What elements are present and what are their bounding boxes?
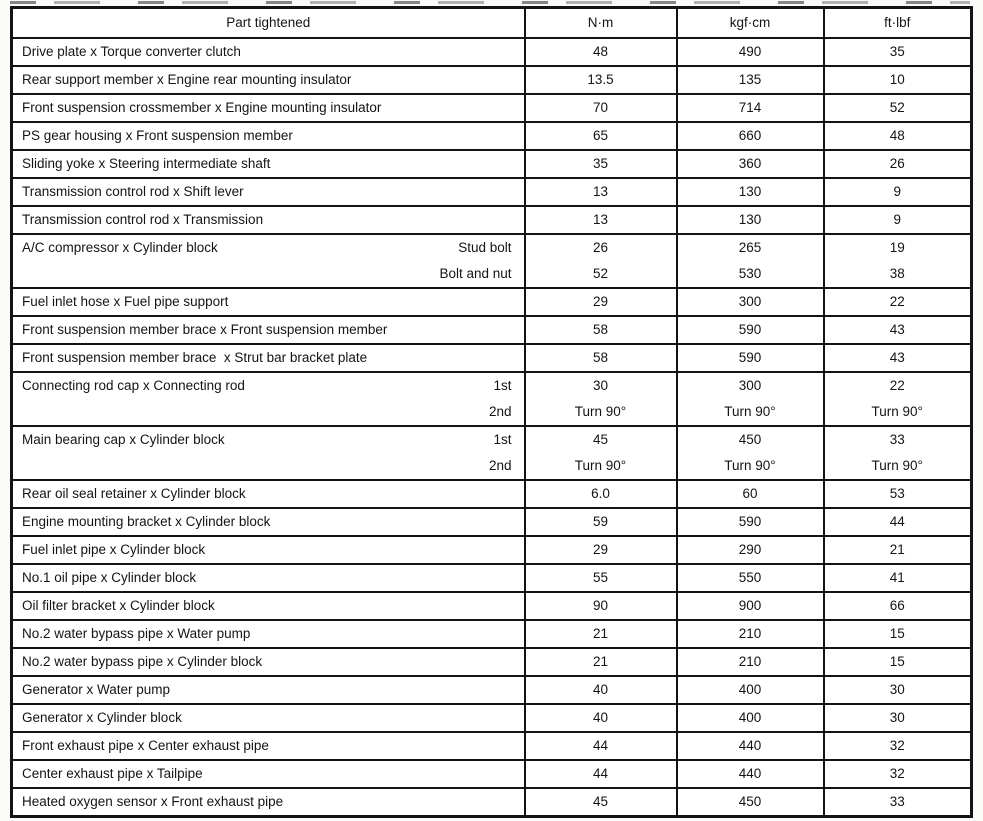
table-row	[12, 592, 972, 620]
sub-label: Bolt and nut	[439, 266, 512, 281]
part-wrap	[22, 649, 512, 675]
torque-value-kgfcm: 130	[738, 212, 762, 227]
torque-value-kgfcm: 130	[738, 184, 762, 199]
part-wrap	[22, 677, 512, 703]
value-cell-ftlbf	[824, 704, 972, 732]
torque-value-nm: 40	[592, 682, 609, 697]
sub-labels	[489, 427, 512, 479]
torque-value-nm: 90	[592, 598, 609, 613]
part-name-label: Fuel inlet hose x Fuel pipe support	[22, 294, 229, 309]
value-cell-kgfcm	[677, 620, 824, 648]
value-cell-kgfcm	[677, 564, 824, 592]
table-row	[12, 620, 972, 648]
value-cell-kgfcm	[677, 704, 824, 732]
torque-value-ftlbf: 21	[889, 542, 905, 557]
part-name-label: Front exhaust pipe x Center exhaust pipe	[22, 738, 269, 753]
value-cell-kgfcm	[677, 122, 824, 150]
sub-labels	[489, 373, 512, 425]
value-cell-nm	[525, 66, 677, 94]
value-cell-nm	[525, 648, 677, 676]
torque-value-kgfcm: 60	[742, 486, 758, 501]
part-name-label: Oil filter bracket x Cylinder block	[22, 598, 215, 613]
value-cell-kgfcm	[677, 316, 824, 344]
torque-value-kgfcm: 210	[738, 626, 762, 641]
torque-value-kgfcm: 590	[738, 322, 762, 337]
part-name-label: No.1 oil pipe x Cylinder block	[22, 570, 197, 585]
torque-value-ftlbf: 15	[889, 654, 905, 669]
torque-value-nm: 40	[592, 710, 609, 725]
part-wrap	[22, 705, 512, 731]
torque-value-ftlbf: 43	[889, 322, 905, 337]
part-name-label: Engine mounting bracket x Cylinder block	[22, 514, 271, 529]
value-cell-ftlbf	[824, 150, 972, 178]
part-cell	[12, 234, 525, 288]
torque-value-ftlbf: 52	[889, 100, 905, 115]
torque-value-nm: 21	[592, 626, 609, 641]
part-name-label: Generator x Water pump	[22, 682, 171, 697]
torque-value-ftlbf: 22	[889, 378, 905, 393]
value-cell-ftlbf	[824, 206, 972, 234]
part-name-label: Rear oil seal retainer x Cylinder block	[22, 486, 246, 501]
part-cell	[12, 150, 525, 178]
value-cell-ftlbf	[824, 788, 972, 817]
table-row	[12, 676, 972, 704]
torque-value-kgfcm: 550	[738, 570, 762, 585]
sub-label: Stud bolt	[458, 240, 512, 255]
table-row	[12, 508, 972, 536]
torque-value-kgfcm: 400	[738, 710, 762, 725]
table-row	[12, 288, 972, 316]
sub-label: 2nd	[488, 458, 512, 473]
value-cell-ftlbf	[824, 38, 972, 66]
part-name-label: Fuel inlet pipe x Cylinder block	[22, 542, 206, 557]
scan-artifact	[10, 1, 970, 4]
torque-value-nm: 29	[592, 294, 609, 309]
part-wrap	[22, 67, 512, 93]
value-cell-nm	[525, 536, 677, 564]
torque-value-nm: 58	[592, 350, 609, 365]
table-row	[12, 122, 972, 150]
part-cell	[12, 732, 525, 760]
value-cell-ftlbf	[824, 234, 972, 288]
part-name-label: Front suspension member brace x Front suspension member	[22, 322, 388, 337]
value-cell-ftlbf	[824, 648, 972, 676]
part-cell	[12, 372, 525, 426]
torque-value-nm: 70	[592, 100, 609, 115]
torque-value-kgfcm: 265	[738, 240, 762, 255]
part-cell	[12, 508, 525, 536]
table-row	[12, 150, 972, 178]
torque-value-kgfcm: 360	[738, 156, 762, 171]
part-cell	[12, 66, 525, 94]
torque-value-nm: Turn 90°	[574, 404, 627, 419]
part-cell	[12, 536, 525, 564]
table-row	[12, 732, 972, 760]
torque-value-nm: 29	[592, 542, 609, 557]
part-cell	[12, 620, 525, 648]
torque-value-kgfcm: 450	[738, 432, 762, 447]
part-name-label: Transmission control rod x Shift lever	[22, 184, 244, 199]
part-cell	[12, 592, 525, 620]
col-header-part-tightened: Part tightened	[12, 8, 525, 39]
torque-value-kgfcm: 490	[738, 44, 762, 59]
value-cell-nm	[525, 704, 677, 732]
torque-value-ftlbf: 32	[889, 766, 905, 781]
torque-value-nm: 45	[592, 794, 609, 809]
part-wrap	[22, 509, 512, 535]
part-name-label: Generator x Cylinder block	[22, 710, 182, 725]
value-cell-nm	[525, 732, 677, 760]
torque-value-nm: 52	[592, 266, 609, 281]
part-cell	[12, 316, 525, 344]
value-cell-kgfcm	[677, 38, 824, 66]
part-wrap	[22, 481, 512, 507]
part-wrap	[22, 289, 512, 315]
part-name-label: Drive plate x Torque converter clutch	[22, 44, 241, 59]
torque-value-kgfcm: 660	[738, 128, 762, 143]
part-name-label: Heated oxygen sensor x Front exhaust pipe	[22, 794, 284, 809]
table-row	[12, 38, 972, 66]
value-cell-ftlbf	[824, 536, 972, 564]
part-cell	[12, 648, 525, 676]
value-cell-kgfcm	[677, 788, 824, 817]
torque-value-nm: 35	[592, 156, 609, 171]
torque-value-nm: 44	[592, 766, 609, 781]
part-cell	[12, 760, 525, 788]
value-cell-nm	[525, 344, 677, 372]
value-cell-ftlbf	[824, 564, 972, 592]
part-wrap	[22, 789, 512, 815]
table-row	[12, 704, 972, 732]
value-cell-ftlbf	[824, 426, 972, 480]
part-wrap	[22, 565, 512, 591]
table-body	[12, 38, 972, 817]
value-cell-ftlbf	[824, 760, 972, 788]
table-row	[12, 372, 972, 426]
part-name-label: Connecting rod cap x Connecting rod	[22, 378, 245, 393]
torque-value-nm: 65	[592, 128, 609, 143]
torque-value-ftlbf: 35	[889, 44, 905, 59]
torque-value-nm: 26	[592, 240, 609, 255]
torque-value-kgfcm: 440	[738, 766, 762, 781]
value-cell-kgfcm	[677, 480, 824, 508]
value-cell-nm	[525, 426, 677, 480]
torque-value-ftlbf: 38	[889, 266, 905, 281]
torque-value-nm: 45	[592, 432, 609, 447]
torque-value-kgfcm: 135	[738, 72, 762, 87]
part-name-label: Front suspension member brace x Strut bar bracket plate	[22, 350, 368, 365]
value-cell-kgfcm	[677, 372, 824, 426]
value-cell-kgfcm	[677, 426, 824, 480]
part-cell	[12, 38, 525, 66]
col-header-nm: N·m	[525, 8, 677, 39]
part-wrap	[22, 427, 512, 479]
torque-value-nm: 13	[592, 212, 609, 227]
part-cell	[12, 122, 525, 150]
part-wrap	[22, 593, 512, 619]
value-cell-nm	[525, 234, 677, 288]
part-name-label: Transmission control rod x Transmission	[22, 212, 264, 227]
part-wrap	[22, 179, 512, 205]
part-cell	[12, 564, 525, 592]
value-cell-ftlbf	[824, 592, 972, 620]
part-name-label: No.2 water bypass pipe x Cylinder block	[22, 654, 263, 669]
part-cell	[12, 426, 525, 480]
value-cell-ftlbf	[824, 620, 972, 648]
torque-value-ftlbf: Turn 90°	[871, 458, 923, 473]
torque-value-nm: 30	[592, 378, 609, 393]
value-cell-kgfcm	[677, 648, 824, 676]
value-cell-ftlbf	[824, 732, 972, 760]
table-row	[12, 480, 972, 508]
torque-value-nm: 6.0	[591, 486, 610, 501]
value-cell-ftlbf	[824, 122, 972, 150]
table-row	[12, 788, 972, 817]
value-cell-nm	[525, 788, 677, 817]
torque-spec-table	[10, 6, 973, 818]
table-row	[12, 536, 972, 564]
value-cell-nm	[525, 122, 677, 150]
torque-value-ftlbf: 44	[889, 514, 905, 529]
torque-value-kgfcm: 440	[738, 738, 762, 753]
table-row	[12, 94, 972, 122]
value-cell-nm	[525, 564, 677, 592]
value-cell-ftlbf	[824, 288, 972, 316]
value-cell-nm	[525, 508, 677, 536]
torque-value-kgfcm: Turn 90°	[724, 458, 776, 473]
value-cell-nm	[525, 676, 677, 704]
sub-labels	[439, 235, 511, 287]
col-header-ftlbf: ft·lbf	[824, 8, 972, 39]
part-name-label: Main bearing cap x Cylinder block	[22, 432, 225, 447]
value-cell-nm	[525, 150, 677, 178]
torque-value-ftlbf: 15	[889, 626, 905, 641]
value-cell-kgfcm	[677, 178, 824, 206]
value-cell-nm	[525, 38, 677, 66]
value-cell-ftlbf	[824, 676, 972, 704]
part-wrap	[22, 345, 512, 371]
torque-value-ftlbf: Turn 90°	[871, 404, 923, 419]
table-row	[12, 426, 972, 480]
value-cell-ftlbf	[824, 508, 972, 536]
part-name-label: A/C compressor x Cylinder block	[22, 240, 218, 255]
value-cell-kgfcm	[677, 536, 824, 564]
torque-value-kgfcm: 900	[738, 598, 762, 613]
part-name-label: Center exhaust pipe x Tailpipe	[22, 766, 203, 781]
value-cell-nm	[525, 372, 677, 426]
part-cell	[12, 344, 525, 372]
torque-value-nm: 13.5	[587, 72, 614, 87]
part-cell	[12, 480, 525, 508]
value-cell-kgfcm	[677, 592, 824, 620]
header-row	[12, 8, 972, 39]
value-cell-kgfcm	[677, 508, 824, 536]
value-cell-kgfcm	[677, 234, 824, 288]
torque-value-kgfcm: 530	[738, 266, 762, 281]
torque-value-ftlbf: 43	[889, 350, 905, 365]
torque-value-ftlbf: 30	[889, 710, 905, 725]
part-cell	[12, 788, 525, 817]
part-wrap	[22, 151, 512, 177]
torque-value-ftlbf: 53	[889, 486, 905, 501]
value-cell-nm	[525, 288, 677, 316]
torque-value-kgfcm: 400	[738, 682, 762, 697]
sub-label: 2nd	[488, 404, 512, 419]
torque-value-ftlbf: 9	[893, 212, 901, 227]
table-row	[12, 344, 972, 372]
table-row	[12, 206, 972, 234]
value-cell-kgfcm	[677, 760, 824, 788]
value-cell-kgfcm	[677, 150, 824, 178]
table-row	[12, 234, 972, 288]
torque-value-nm: 13	[592, 184, 609, 199]
part-cell	[12, 676, 525, 704]
torque-value-kgfcm: 210	[738, 654, 762, 669]
value-cell-ftlbf	[824, 66, 972, 94]
torque-value-ftlbf: 41	[889, 570, 905, 585]
torque-value-kgfcm: 590	[738, 514, 762, 529]
torque-value-ftlbf: 22	[889, 294, 905, 309]
torque-value-ftlbf: 66	[889, 598, 905, 613]
sub-label: 1st	[493, 432, 512, 447]
value-cell-nm	[525, 316, 677, 344]
value-cell-kgfcm	[677, 676, 824, 704]
value-cell-ftlbf	[824, 480, 972, 508]
value-cell-kgfcm	[677, 66, 824, 94]
part-wrap	[22, 733, 512, 759]
part-cell	[12, 206, 525, 234]
part-wrap	[22, 373, 512, 425]
part-wrap	[22, 123, 512, 149]
value-cell-kgfcm	[677, 344, 824, 372]
torque-value-kgfcm: 450	[738, 794, 762, 809]
torque-value-nm: Turn 90°	[574, 458, 627, 473]
torque-value-nm: 44	[592, 738, 609, 753]
value-cell-kgfcm	[677, 94, 824, 122]
table-row	[12, 564, 972, 592]
part-cell	[12, 94, 525, 122]
table-row	[12, 66, 972, 94]
torque-value-ftlbf: 9	[893, 184, 901, 199]
value-cell-ftlbf	[824, 344, 972, 372]
part-name-label: No.2 water bypass pipe x Water pump	[22, 626, 251, 641]
value-cell-nm	[525, 94, 677, 122]
col-header-kgfcm: kgf·cm	[677, 8, 824, 39]
torque-value-ftlbf: 30	[889, 682, 905, 697]
value-cell-nm	[525, 760, 677, 788]
torque-value-nm: 21	[592, 654, 609, 669]
part-wrap	[22, 207, 512, 233]
part-cell	[12, 704, 525, 732]
torque-value-kgfcm: 714	[738, 100, 762, 115]
torque-value-kgfcm: 300	[738, 378, 762, 393]
part-wrap	[22, 761, 512, 787]
torque-value-kgfcm: Turn 90°	[724, 404, 776, 419]
torque-value-ftlbf: 10	[889, 72, 905, 87]
torque-value-ftlbf: 48	[889, 128, 905, 143]
value-cell-nm	[525, 480, 677, 508]
torque-value-kgfcm: 590	[738, 350, 762, 365]
part-cell	[12, 178, 525, 206]
value-cell-ftlbf	[824, 316, 972, 344]
torque-value-ftlbf: 33	[889, 794, 905, 809]
value-cell-kgfcm	[677, 732, 824, 760]
table-row	[12, 648, 972, 676]
part-wrap	[22, 537, 512, 563]
table-row	[12, 178, 972, 206]
torque-value-ftlbf: 32	[889, 738, 905, 753]
torque-value-nm: 48	[592, 44, 609, 59]
table-row	[12, 760, 972, 788]
table-row	[12, 316, 972, 344]
torque-value-ftlbf: 33	[889, 432, 905, 447]
part-cell	[12, 288, 525, 316]
torque-value-ftlbf: 19	[889, 240, 905, 255]
torque-value-nm: 58	[592, 322, 609, 337]
torque-value-nm: 59	[592, 514, 609, 529]
table-header	[12, 8, 972, 39]
value-cell-nm	[525, 620, 677, 648]
part-wrap	[22, 95, 512, 121]
part-name-label: Sliding yoke x Steering intermediate shaft	[22, 156, 271, 171]
torque-value-kgfcm: 290	[738, 542, 762, 557]
value-cell-ftlbf	[824, 94, 972, 122]
value-cell-kgfcm	[677, 288, 824, 316]
part-wrap	[22, 621, 512, 647]
torque-value-kgfcm: 300	[738, 294, 762, 309]
part-name-label: PS gear housing x Front suspension member	[22, 128, 293, 143]
torque-value-ftlbf: 26	[889, 156, 905, 171]
part-wrap	[22, 39, 512, 65]
value-cell-ftlbf	[824, 372, 972, 426]
value-cell-nm	[525, 592, 677, 620]
part-wrap	[22, 317, 512, 343]
part-wrap	[22, 235, 512, 287]
sub-label: 1st	[493, 378, 512, 393]
value-cell-nm	[525, 178, 677, 206]
value-cell-kgfcm	[677, 206, 824, 234]
part-name-label: Front suspension crossmember x Engine mounting insulator	[22, 100, 382, 115]
value-cell-nm	[525, 206, 677, 234]
part-name-label: Rear support member x Engine rear mounting insulator	[22, 72, 352, 87]
value-cell-ftlbf	[824, 178, 972, 206]
torque-value-nm: 55	[592, 570, 609, 585]
